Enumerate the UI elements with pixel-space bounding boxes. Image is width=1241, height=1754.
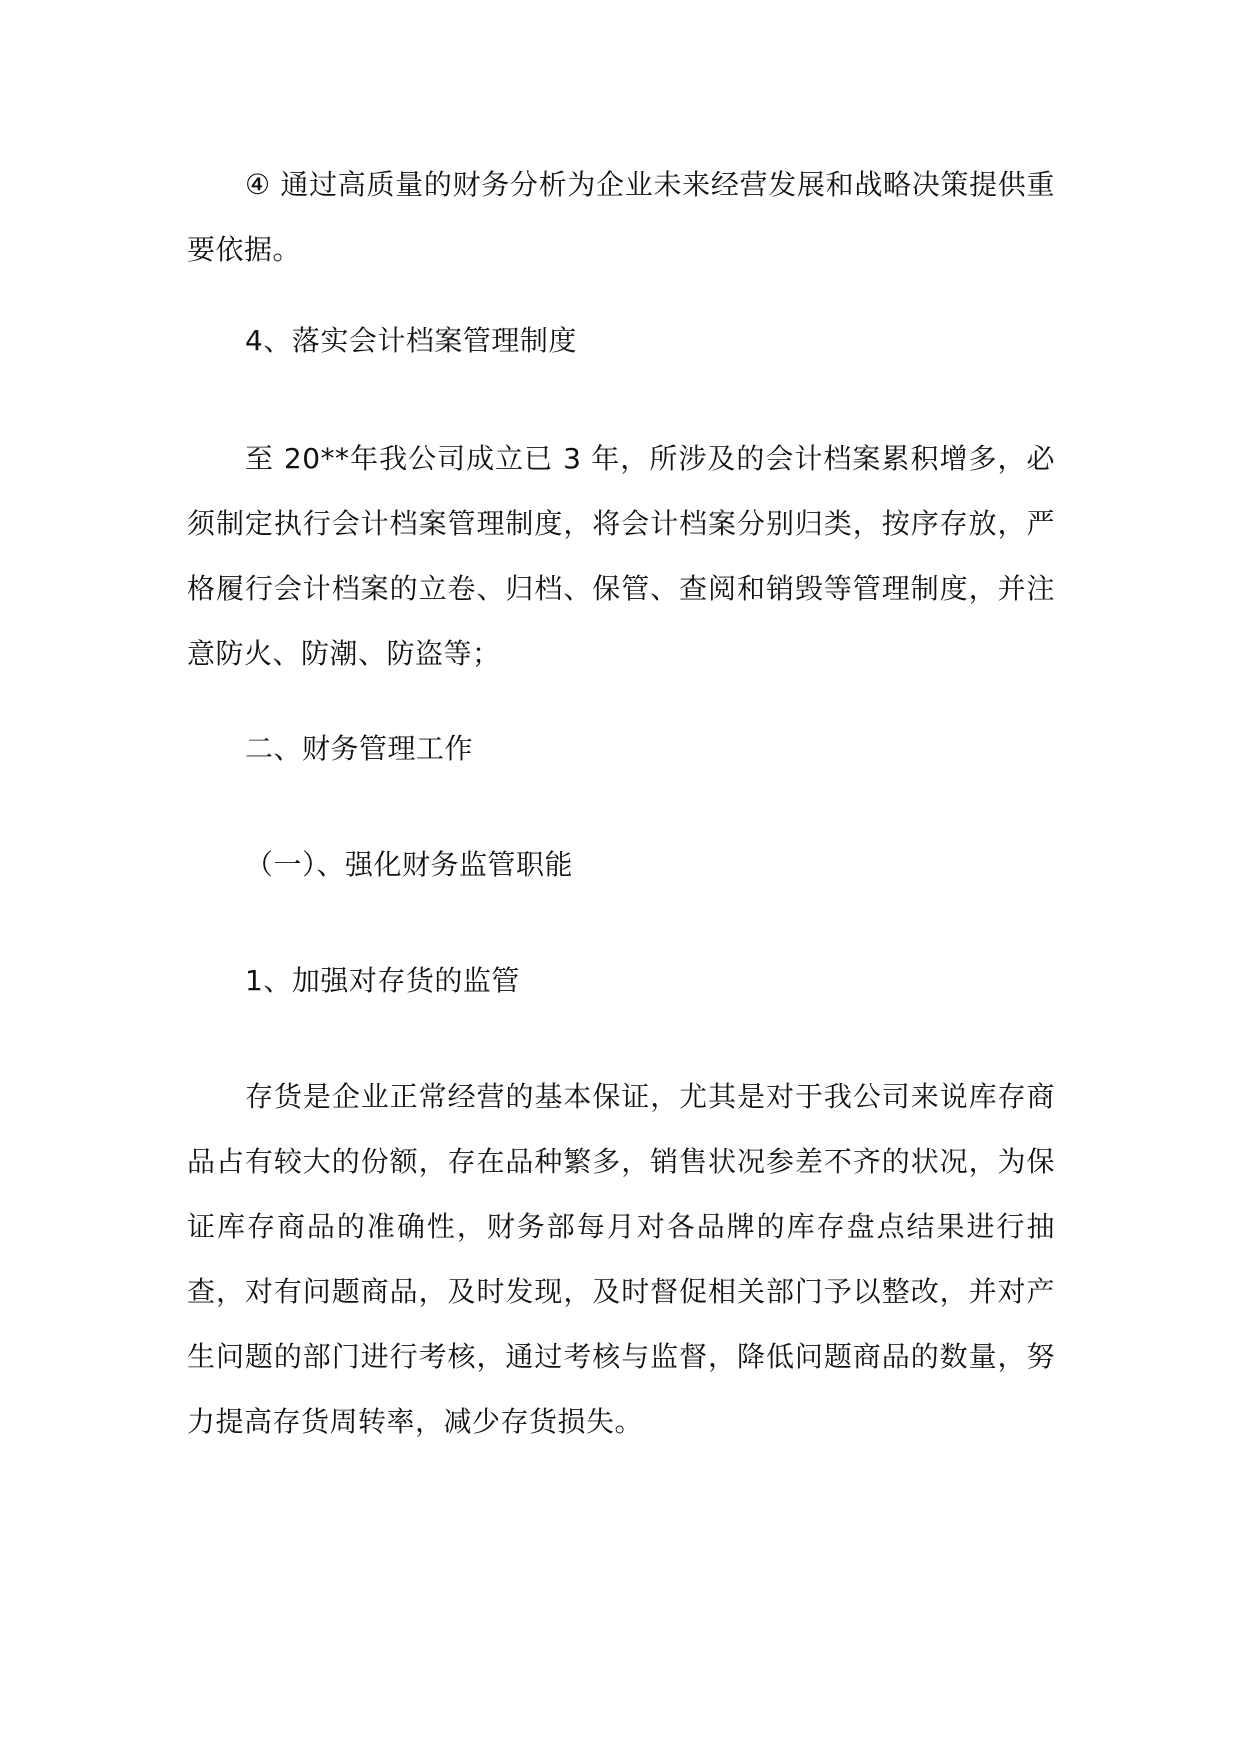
heading-financial-management: 二、财务管理工作: [245, 732, 474, 765]
heading-archive-management: 4、落实会计档案管理制度: [245, 324, 577, 357]
paragraph-analysis-basis: ④ 通过高质量的财务分析为企业未来经营发展和战略决策提供重要依据。: [187, 168, 1055, 266]
paragraph-archive-system: 至 20**年我公司成立已 3 年，所涉及的会计档案累积增多，必须制定执行会计档案管理制度，将会计档案分别归类，按序存放，严格履行会计档案的立卷、归档、保管、查阅和销毁等管理制度，并注意防火、防潮、防盗等；: [187, 442, 1055, 670]
paragraph-inventory-control: 存货是企业正常经营的基本保证，尤其是对于我公司来说库存商品占有较大的份额，存在品种繁多，销售状况参差不齐的状况，为保证库存商品的准确性，财务部每月对各品牌的库存盘点结果进行抽查，对有问题商品，及时发现，及时督促相关部门予以整改，并对产生问题的部门进行考核，通过考核与监督，降低问题商品的数量，努力提高存货周转率，减少存货损失。: [187, 1080, 1055, 1438]
heading-inventory-supervision: 1、加强对存货的监管: [245, 964, 520, 997]
heading-financial-supervision: （一）、强化财务监管职能: [245, 848, 574, 881]
